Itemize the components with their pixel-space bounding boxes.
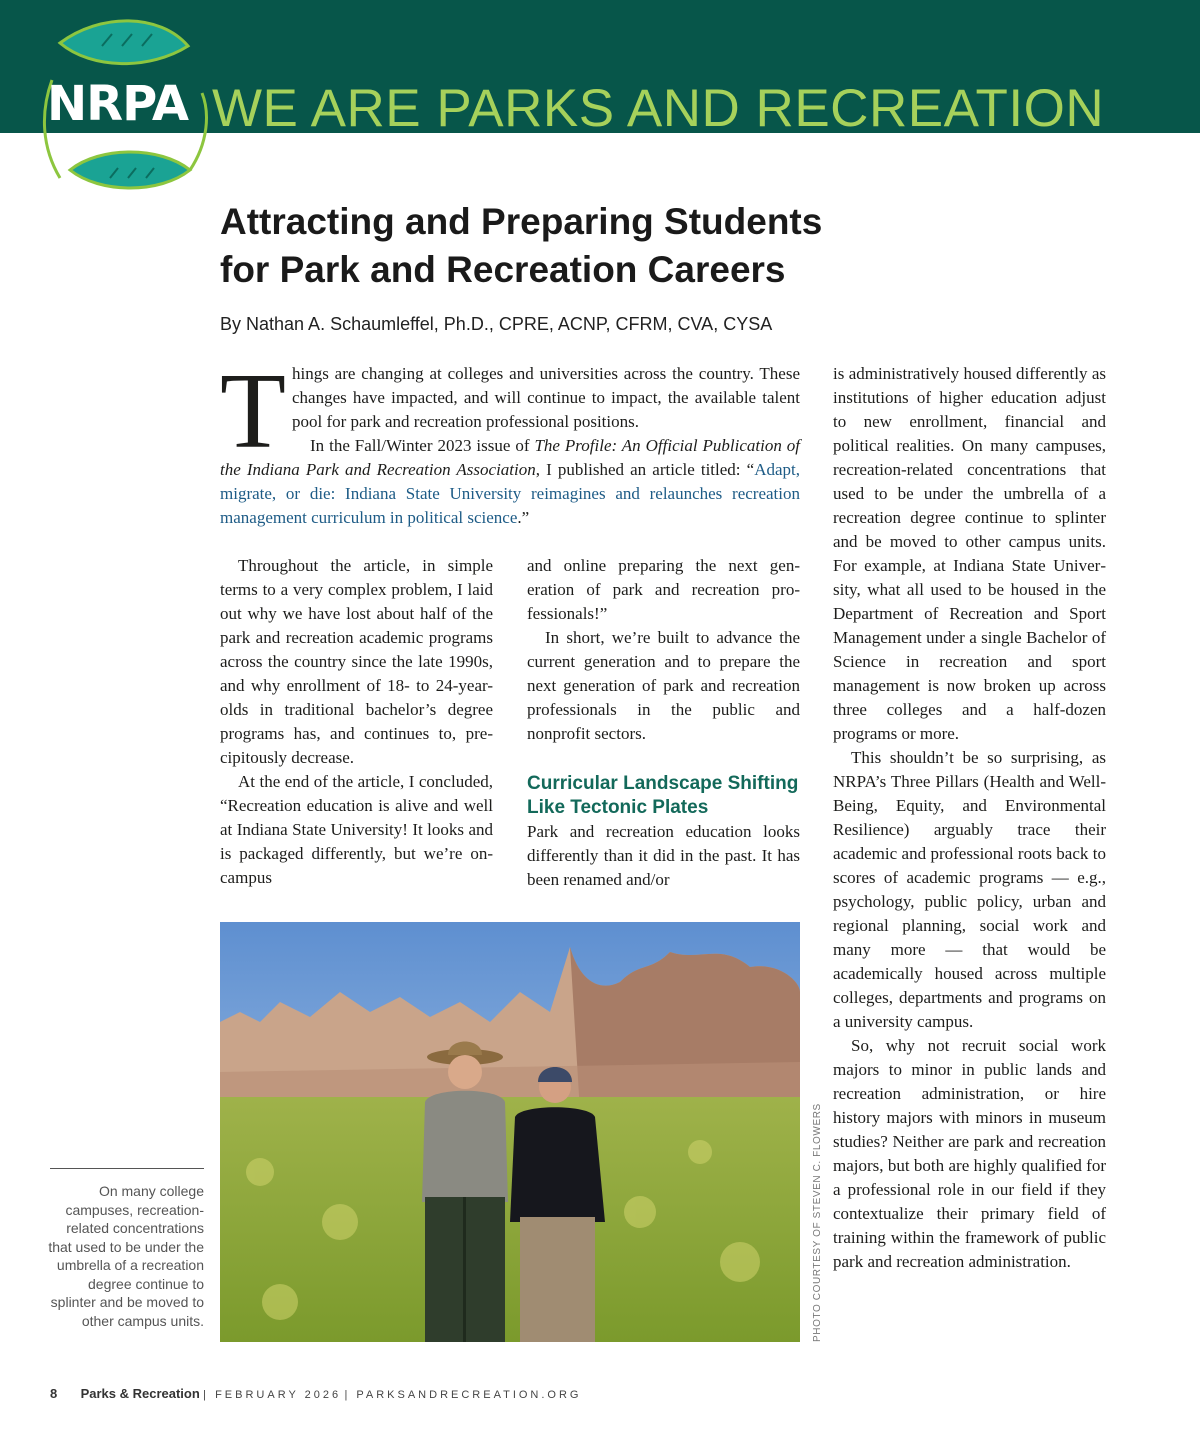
body-paragraph: In short, we’re built to advance the current generation and to prepare the next generation of park and recreation professionals in the public and nonprofit sectors.: [527, 628, 800, 743]
intro-paragraph-2: [220, 434, 800, 530]
nrpa-logo-text: NRPA: [47, 76, 189, 132]
body-column-1: [220, 554, 493, 890]
body-paragraph: At the end of the article, I concluded, “Recreation education is alive and well at Indiana State University! It looks and is packaged differently, but we’re on-campus: [220, 772, 493, 887]
pull-quote: On many college campuses, recreation-related concentrations that used to be under the umbrella of a recreation degree continue to splinter and be moved to other campus units.: [48, 1183, 204, 1329]
section-subhead: Curricular Landscape Shifting Like Tectonic Plates: [527, 773, 799, 818]
pull-quote-divider: [50, 1168, 204, 1169]
page-number: 8: [50, 1386, 58, 1401]
website-link[interactable]: PARKSANDRECREATION.ORG: [356, 1389, 582, 1401]
body-column-3: [833, 362, 1106, 1274]
body-paragraph: is administratively housed differently as institutions of higher education adjust to new enrollment, financial and political realities. On many campuses, recreation-related concentrations that used to be under the umbrella of a recreation degree continue to splinter and be moved to other campus units. For example, at Indiana State University, what all used to be housed in the Department of Recreation and Sport Management under a single Bachelor of Science in recreation and sport management is now broken up across three colleges and a half-dozen programs or more.: [833, 364, 1106, 743]
body-column-2: [527, 554, 800, 892]
body-paragraph: This shouldn’t be so surprising, as NRPA’s Three Pillars (Health and Well-Being, Equity, and Environmental Resilience) arguably trace their academic and professional roots back to scores of academic programs — e.g., psychology, public policy, urban and regional planning, social work and many more — that would be academically housed across multiple colleges, departments and programs on a university campus.: [833, 748, 1106, 1031]
photo-credit: PHOTO COURTESY OF STEVEN C. FLOWERS: [812, 1103, 823, 1342]
intro-block: [220, 352, 800, 530]
article-byline: By Nathan A. Schaumleffel, Ph.D., CPRE, ACNP, CFRM, CVA, CYSA: [220, 314, 773, 334]
publication-name: The Profile: An Official Publication of the Indiana Park and Recreation Association: [220, 436, 800, 479]
body-paragraph: So, why not recruit social work majors to minor in public lands and recreation administration, or hire history majors with minors in museum studies? Neither are park and recreation majors, but both are highly qualified for a professional role in our field if they contextualize their primary field of training within the framework of public park and recreation administration.: [833, 1036, 1106, 1271]
body-paragraph: Throughout the article, in simple terms to a very complex problem, I laid out why we have lost about half of the park and recreation academic programs across the country since the late 1990s, and why enrollment of 18- to 24-year-olds in traditional bachelor’s degree programs has, and continues to, precipitously decrease.: [220, 556, 493, 767]
article-link[interactable]: Adapt, migrate, or die: Indiana State University reimagines and relaunches recreation management curriculum in political science: [220, 460, 800, 527]
magazine-name: Parks & Recreation: [80, 1386, 200, 1401]
intro-paragraph-1: hings are changing at colleges and universities across the country. These changes have impacted, and will continue to impact, the available talent pool for park and recreation professional positions.: [291, 364, 800, 431]
intro-text: .”: [517, 508, 530, 527]
intro-text: , I published an article titled: “: [535, 460, 755, 479]
article-title-line-2: for Park and Recreation Careers: [220, 249, 786, 290]
issue-date: FEBRUARY 2026: [215, 1389, 342, 1401]
page-footer: [50, 1386, 582, 1401]
article-title: [220, 198, 822, 294]
intro-text: In the Fall/Winter 2023 issue of: [309, 436, 535, 455]
body-paragraph: Park and recreation education looks differently than it did in the past. It has been renamed and/or: [527, 822, 800, 889]
body-paragraph: and online preparing the next generation of park and recreation professionals!”: [527, 556, 800, 623]
header-tagline: WE ARE PARKS AND RECREATION: [212, 79, 1105, 138]
article-title-line-1: Attracting and Preparing Students: [220, 201, 823, 242]
footer-separator: |: [344, 1389, 357, 1401]
footer-separator: |: [203, 1389, 216, 1401]
drop-cap: T: [220, 352, 286, 471]
badlands-photo: [220, 922, 800, 1342]
